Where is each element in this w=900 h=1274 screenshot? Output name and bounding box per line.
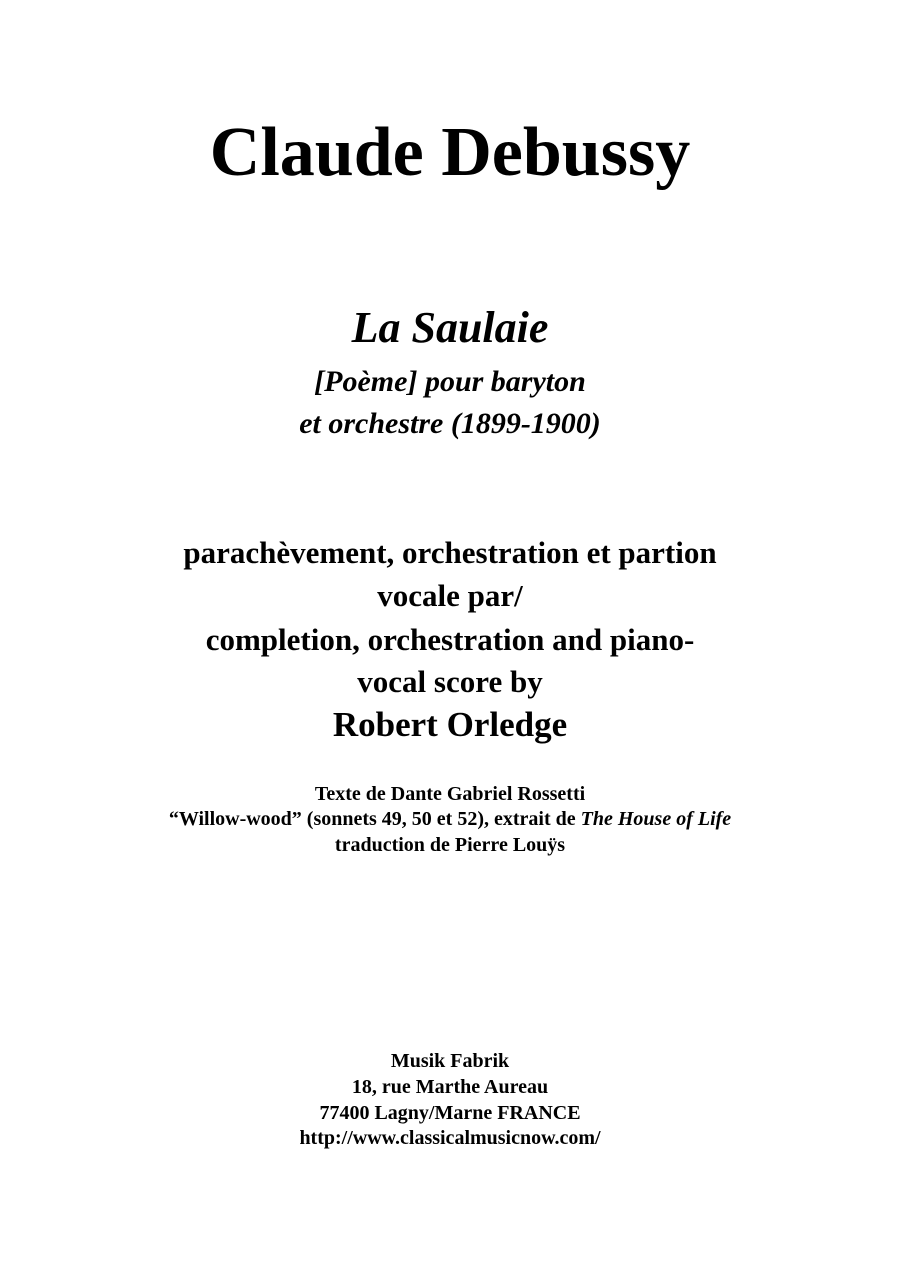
text-translator-line: traduction de Pierre Louÿs (334, 834, 566, 856)
composer-name: Claude Debussy (209, 114, 691, 191)
text-source-prefix: “Willow-wood” (sonnets 49, 50 et 52), extrait de (168, 808, 581, 830)
text-source-line (0, 809, 900, 829)
work-title: La Saulaie (351, 303, 549, 352)
credit-line-2: vocale par/ (377, 578, 523, 613)
credit-line-1: parachèvement, orchestration et partion (183, 535, 717, 570)
text-source-book-title: The House of Life (580, 808, 732, 830)
work-subtitle-line-1: [Poème] pour baryton (314, 365, 586, 398)
credit-line-3: completion, orchestration and piano- (205, 622, 695, 657)
credit-line-4: vocal score by (357, 664, 543, 699)
publisher-website-link[interactable]: http://www.classicalmusicnow.com/ (299, 1127, 601, 1149)
publisher-name: Musik Fabrik (390, 1050, 510, 1072)
arranger-name: Robert Orledge (332, 705, 568, 744)
work-subtitle-line-2: et orchestre (1899-1900) (299, 407, 601, 440)
publisher-city: 77400 Lagny/Marne FRANCE (319, 1102, 581, 1124)
publisher-street: 18, rue Marthe Aureau (351, 1076, 549, 1098)
text-author-line: Texte de Dante Gabriel Rossetti (314, 783, 586, 805)
